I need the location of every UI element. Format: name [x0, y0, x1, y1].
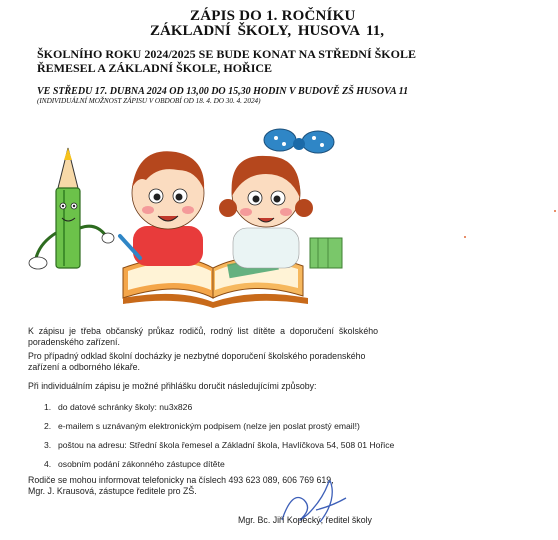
hair-bow-icon: [264, 129, 334, 153]
children-reading-illustration: [28, 118, 373, 308]
individual-period-note: (INDIVIDUÁLNÍ MOŽNOST ZÁPISU V OBDOBÍ OD 18. 4. DO 30. 4. 2024): [37, 97, 261, 105]
contact-line-1: Rodiče se mohou informovat telefonicky na číslech 493 623 089, 606 769 619,: [28, 475, 334, 485]
pencil-character-icon: [29, 148, 114, 269]
title-line-2: ZÁKLADNÍ ŠKOLY, HUSOVA 11,: [150, 23, 384, 39]
list-item: [44, 402, 394, 421]
girl-character-icon: [219, 129, 342, 268]
subheading-line-2: ŘEMESEL A ZÁKLADNÍ ŠKOLE, HOŘICE: [37, 61, 273, 75]
contact-line-2: Mgr. J. Krausová, zástupce ředitele pro ZŠ.: [28, 486, 197, 496]
list-item-text: osobním podání zákonného zástupce dítěte: [58, 459, 225, 469]
list-item: [44, 421, 394, 440]
list-item-text: e-mailem s uznávaným elektronickým podpisem (nelze jen poslat prostý email!): [58, 421, 360, 431]
enrollment-date: VE STŘEDU 17. DUBNA 2024 OD 13,00 DO 15,30 HODIN V BUDOVĚ ZŠ HUSOVA 11: [37, 86, 409, 97]
stray-mark: [464, 236, 466, 238]
signer-name: Mgr. Bc. Jiří Kopecký, ředitel školy: [238, 515, 372, 525]
list-item-text: poštou na adresu: Střední škola řemesel a Základní škola, Havlíčkova 54, 508 01 Hořice: [58, 440, 395, 450]
postponement-paragraph: Pro případný odklad školní docházky je nezbytné doporučení školského poradenského zařízení a odborného lékaře.: [28, 351, 366, 372]
documents-paragraph: K zápisu je třeba občanský průkaz rodičů, rodný list dítěte a doporučení školského poradenského zařízení.: [28, 326, 378, 347]
delivery-methods-list: [44, 402, 394, 478]
list-item-number: 4.: [44, 459, 52, 469]
individual-intro-paragraph: Při individuálním zápisu je možné přihlášku doručit následujícími způsoby:: [28, 381, 317, 391]
list-item-number: 1.: [44, 402, 52, 412]
list-item-text: do datové schránky školy: nu3x826: [58, 402, 193, 412]
subheading-line-1: ŠKOLNÍHO ROKU 2024/2025 SE BUDE KONAT NA STŘEDNÍ ŠKOLE: [37, 47, 416, 61]
boy-character-icon: [120, 151, 204, 266]
list-item-number: 3.: [44, 440, 52, 450]
list-item-number: 2.: [44, 421, 52, 431]
list-item: [44, 440, 394, 459]
title-line-1: ZÁPIS DO 1. ROČNÍKU: [190, 8, 356, 24]
stray-mark: [554, 210, 556, 212]
